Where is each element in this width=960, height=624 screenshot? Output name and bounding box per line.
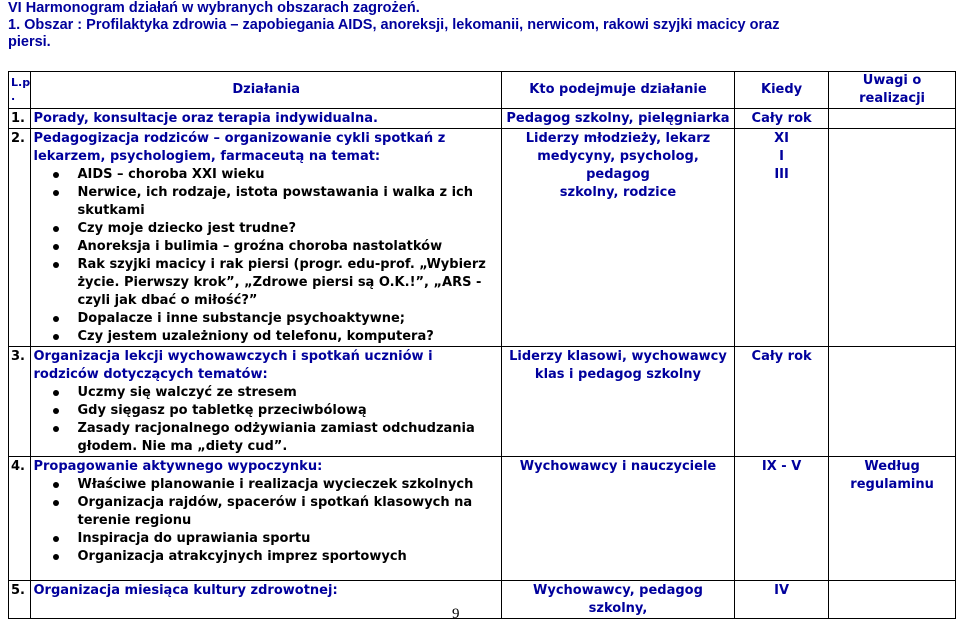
row-number: 3.: [9, 347, 31, 457]
table-row: [9, 457, 956, 581]
who-line: Liderzy klasowi, wychowawcy: [509, 349, 727, 364]
list-item-text: Inspiracja do uprawiania sportu: [77, 531, 311, 546]
table-row: [9, 129, 956, 347]
list-item-text: AIDS – choroba XXI wieku: [77, 167, 265, 182]
list-item: [33, 530, 498, 548]
bullet-icon: [53, 226, 59, 232]
row-notes: [829, 347, 956, 457]
topic-list: [33, 166, 498, 346]
list-item-text: Gdy sięgasz po tabletkę przeciwbólową: [77, 403, 367, 418]
who-line: Wychowawcy, pedagog szkolny,: [533, 583, 703, 616]
topic-list: [33, 384, 498, 456]
header-who: Kto podejmuje działanie: [501, 72, 734, 109]
bullet-icon: [53, 500, 59, 506]
row-notes: [829, 109, 956, 129]
row-number: 2.: [9, 129, 31, 347]
when-line: Cały rok: [751, 111, 812, 126]
schedule-table: [8, 71, 956, 619]
when-line: IX - V: [761, 459, 802, 474]
heading-area-line-cont: piersi.: [8, 34, 51, 50]
row-who: [501, 347, 734, 457]
row-actions: [31, 109, 501, 129]
list-item: [33, 402, 498, 420]
row-notes: [829, 129, 956, 347]
who-line: szkolny, rodzice: [559, 185, 677, 200]
row-who: [501, 109, 734, 129]
row-title: Organizacja miesiąca kultury zdrowotnej:: [33, 583, 338, 598]
row-number: 1.: [9, 109, 31, 129]
row-when: [735, 581, 829, 619]
list-item-text: Uczmy się walczyć ze stresem: [77, 385, 297, 400]
row-who: [501, 129, 734, 347]
list-item: [33, 384, 498, 402]
list-item: [33, 220, 498, 238]
bullet-icon: [53, 316, 59, 322]
list-item-text: Właściwe planowanie i realizacja wycieczek szkolnych: [77, 477, 474, 492]
bullet-icon: [53, 408, 59, 414]
bullet-icon: [53, 536, 59, 542]
when-line: III: [774, 167, 789, 182]
notes-line: regulaminu: [850, 477, 934, 492]
list-item-text: Anoreksja i bulimia – groźna choroba nastolatków: [77, 239, 443, 254]
bullet-icon: [53, 262, 59, 268]
bullet-icon: [53, 554, 59, 560]
when-line: XI: [774, 131, 790, 146]
bullet-icon: [53, 334, 59, 340]
list-item-text: Organizacja rajdów, spacerów i spotkań klasowych na terenie regionu: [77, 495, 473, 528]
row-who: [501, 581, 734, 619]
list-item-text: Czy moje dziecko jest trudne?: [77, 221, 297, 236]
row-title: Propagowanie aktywnego wypoczynku:: [33, 459, 323, 474]
list-item: [33, 476, 498, 494]
bullet-icon: [53, 390, 59, 396]
list-item-text: Dopalacze i inne substancje psychoaktywne;: [77, 311, 405, 326]
when-line: IV: [774, 583, 790, 598]
header-when: Kiedy: [735, 72, 829, 109]
row-actions: [31, 347, 501, 457]
row-notes: [829, 457, 956, 581]
row-title: Porady, konsultacje oraz terapia indywidualna.: [33, 111, 378, 126]
table-header-row: [9, 72, 956, 109]
row-when: [735, 457, 829, 581]
heading-title: VI Harmonogram działań w wybranych obszarach zagrożeń.: [8, 0, 420, 16]
list-item-text: Organizacja atrakcyjnych imprez sportowych: [77, 549, 407, 564]
list-item-text: Zasady racjonalnego odżywiania zamiast odchudzania głodem. Nie ma „diety cud”.: [77, 421, 475, 454]
header-notes: Uwagi o realizacji: [829, 72, 956, 109]
bullet-icon: [53, 172, 59, 178]
row-actions: [31, 129, 501, 347]
when-line: I: [779, 149, 785, 164]
topic-list: [33, 476, 498, 566]
page-number: 9: [452, 606, 460, 622]
table-row: [9, 581, 956, 619]
row-number: 5.: [9, 581, 31, 619]
bullet-icon: [53, 190, 59, 196]
list-item-text: Rak szyjki macicy i rak piersi (progr. edu-prof. „Wybierz życie. Pierwszy krok”, „Zdrowe piersi są O.K.!”, „ARS - czyli jak dbać o miłość?”: [77, 257, 486, 308]
list-item: [33, 238, 498, 256]
list-item: [33, 256, 498, 310]
document-heading: [8, 0, 953, 51]
row-notes: [829, 581, 956, 619]
row-number: 4.: [9, 457, 31, 581]
row-actions: [31, 581, 501, 619]
list-item: [33, 548, 498, 566]
notes-line: Według: [864, 459, 920, 474]
header-actions: Działania: [31, 72, 501, 109]
list-item-text: Czy jestem uzależniony od telefonu, komputera?: [77, 329, 434, 344]
heading-area-line: 1. Obszar : Profilaktyka zdrowia – zapobiegania AIDS, anoreksji, lekomanii, nerwicom, rakowi szyjki macicy oraz: [8, 17, 780, 33]
header-lp: L.p .: [9, 72, 31, 109]
who-line: medycyny, psycholog, pedagog: [537, 149, 699, 182]
when-line: Cały rok: [751, 349, 812, 364]
row-title: Organizacja lekcji wychowawczych i spotkań uczniów i rodziców dotyczących tematów:: [33, 349, 433, 382]
list-item: [33, 420, 498, 456]
table-row: [9, 347, 956, 457]
list-item: [33, 328, 498, 346]
who-line: Wychowawcy i nauczyciele: [519, 459, 717, 474]
row-title: Pedagogizacja rodziców – organizowanie cykli spotkań z lekarzem, psychologiem, farmaceutą na temat:: [33, 131, 446, 164]
row-when: [735, 129, 829, 347]
bullet-icon: [53, 482, 59, 488]
table-row: [9, 109, 956, 129]
who-line: klas i pedagog szkolny: [534, 367, 702, 382]
list-item-text: Nerwice, ich rodzaje, istota powstawania i walka z ich skutkami: [77, 185, 474, 218]
who-line: Pedagog szkolny, pielęgniarka: [506, 111, 730, 126]
row-when: [735, 109, 829, 129]
row-actions: [31, 457, 501, 581]
bullet-icon: [53, 244, 59, 250]
list-item: [33, 166, 498, 184]
list-item: [33, 494, 498, 530]
bullet-icon: [53, 426, 59, 432]
row-when: [735, 347, 829, 457]
list-item: [33, 184, 498, 220]
who-line: Liderzy młodzieży, lekarz: [525, 131, 711, 146]
list-item: [33, 310, 498, 328]
row-who: [501, 457, 734, 581]
